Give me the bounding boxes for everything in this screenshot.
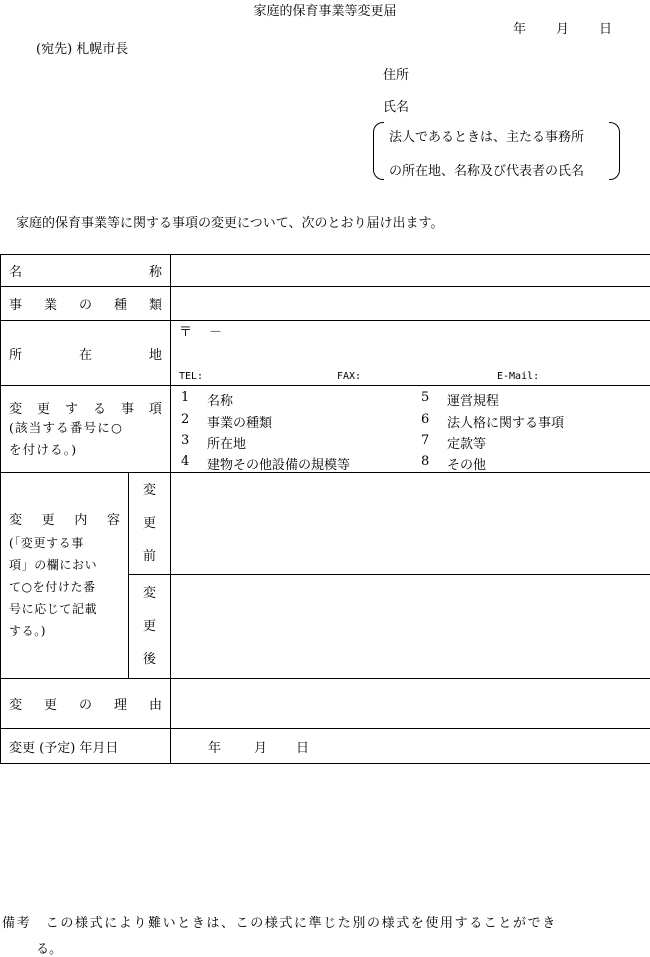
label-char: 更 [44,694,57,713]
change-items-list-cell [171,386,650,473]
label-char: 所 [9,344,22,363]
change-form-table [0,254,650,764]
item-5-label: 運営規程 [447,390,499,409]
before-input-cell[interactable] [171,473,650,575]
change-content-sub-1: 項」の欄におい [9,554,120,576]
row-scheduled-date [1,729,650,764]
row-name [1,255,650,287]
label-char: 業 [44,294,57,313]
label-char: 前 [129,540,170,573]
business-type-label-cell [1,287,171,321]
email-label: E-Mail: [497,371,539,382]
right-bracket [609,122,620,180]
label-char: の [79,694,92,713]
change-content-sub-4: する。) [9,620,120,642]
after-input-cell[interactable] [171,575,650,679]
item-7-num[interactable]: 7 [421,433,429,448]
change-content-label-cell [1,473,129,679]
item-8-num[interactable]: 8 [421,454,429,469]
label-char: 更 [42,509,55,528]
label-char: 容 [107,509,120,528]
label-char: る [93,398,106,417]
left-bracket [373,122,384,180]
change-content-sub-2: て○を付けた番 [9,576,120,598]
item-2-num[interactable]: 2 [181,412,189,427]
name-label-cell [1,255,171,287]
day-label: 日 [599,18,612,37]
remarks-line2: る。 [36,938,62,957]
item-2-label: 事業の種類 [207,412,272,431]
label-char: 変 [129,474,170,507]
label-char: 由 [149,694,162,713]
document-title: 家庭的保育事業等変更届 [0,0,650,19]
item-8-label: その他 [447,454,486,473]
reason-input-cell[interactable] [171,679,650,729]
year-label: 年 [513,18,526,37]
name-input-cell[interactable] [171,255,650,287]
label-char: 更 [129,507,170,540]
postal-dash: － [209,321,222,340]
change-content-sub-3: 号に応じて記載 [9,598,120,620]
item-1-num[interactable]: 1 [181,390,189,405]
label-char: 種 [114,294,127,313]
intro-text: 家庭的保育事業等に関する事項の変更について、次のとおり届け出ます。 [16,212,443,231]
label-char: 理 [114,694,127,713]
label-char: 更 [129,610,170,643]
label-char: 変 [129,577,170,610]
row-location [1,321,650,386]
corporate-note-line2: の所在地、名称及び代表者の氏名 [389,160,584,179]
label-char: 変 [9,509,22,528]
scheduled-date-label: 変更 (予定) 年月日 [9,741,118,756]
after-label-cell [129,575,171,679]
label-char: 名 [9,261,22,280]
item-1-label: 名称 [207,390,233,409]
row-business-type [1,287,650,321]
label-char: 称 [149,261,162,280]
scheduled-day: 日 [296,737,309,756]
address-label: 住所 [383,64,409,83]
scheduled-date-label-cell [1,729,171,764]
label-char: の [79,294,92,313]
tel-label: TEL: [179,371,203,382]
location-input-cell[interactable] [171,321,650,386]
scheduled-year: 年 [208,737,221,756]
label-char: 地 [149,344,162,363]
remarks-line1: 備考 この様式により難いときは、この様式に準じた別の様式を使用することができ [2,912,557,931]
month-label: 月 [556,18,569,37]
before-label-cell [129,473,171,575]
scheduled-month: 月 [254,737,267,756]
label-char: す [65,398,78,417]
item-4-num[interactable]: 4 [181,454,189,469]
label-char: 事 [9,294,22,313]
change-items-label-cell [1,386,171,473]
label-char: 在 [79,344,92,363]
corporate-note-line1: 法人であるときは、主たる事務所 [389,126,584,145]
row-change-items [1,386,650,473]
business-type-input-cell[interactable] [171,287,650,321]
name-label: 氏名 [383,96,409,115]
label-char: 内 [74,509,87,528]
item-6-label: 法人格に関する事項 [447,412,564,431]
location-label-cell [1,321,171,386]
item-3-num[interactable]: 3 [181,433,189,448]
item-3-label: 所在地 [207,433,246,452]
label-char: 項 [149,398,162,417]
row-reason [1,679,650,729]
change-items-sub2: を付ける。) [9,439,162,461]
reason-label-cell [1,679,171,729]
item-7-label: 定款等 [447,433,486,452]
fax-label: FAX: [337,371,361,382]
item-4-label: 建物その他設備の規模等 [207,454,350,473]
change-items-sub1: (該当する番号に○ [9,417,162,439]
label-char: 変 [9,398,22,417]
label-char: 変 [9,694,22,713]
change-content-sub-0: (「変更する事 [9,532,120,554]
addressee: (宛先) 札幌市長 [36,38,128,57]
label-char: 類 [149,294,162,313]
row-change-before [1,473,650,575]
label-char: 後 [129,643,170,676]
postal-mark: 〒 [179,321,192,340]
scheduled-date-input-cell[interactable] [171,729,650,764]
label-char: 更 [37,398,50,417]
item-5-num[interactable]: 5 [421,390,429,405]
item-6-num[interactable]: 6 [421,412,429,427]
label-char: 事 [121,398,134,417]
